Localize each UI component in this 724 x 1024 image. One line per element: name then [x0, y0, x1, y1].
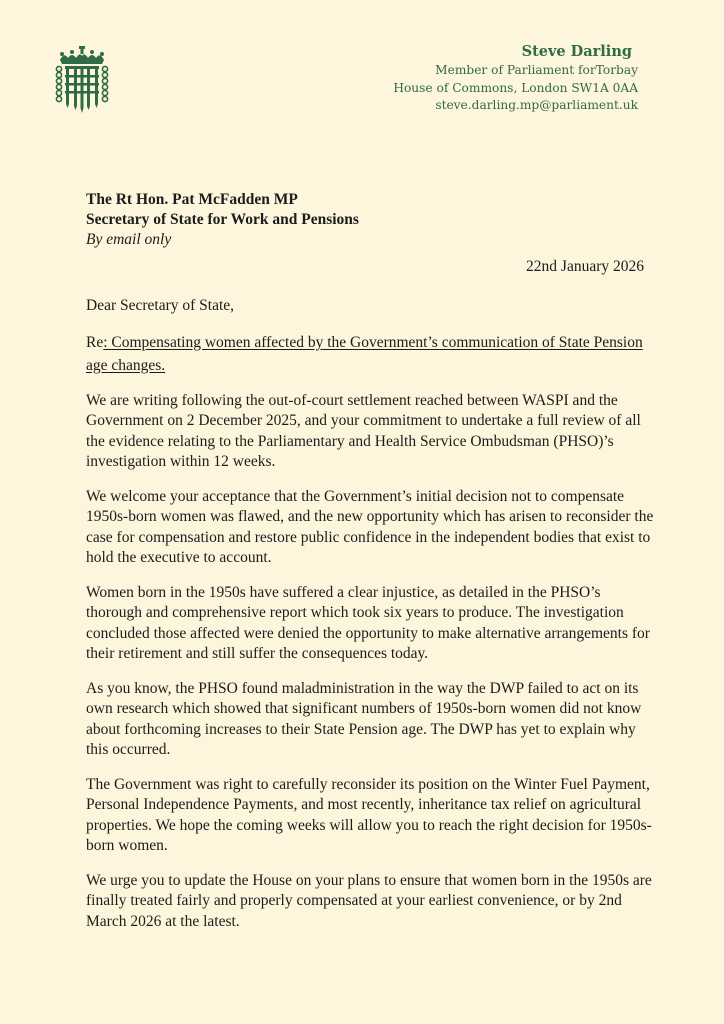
- paragraph: Women born in the 1950s have suffered a clear injustice, as detailed in the PHSO’s thorough and comprehensive report which took six years to produce. The investigation concluded those affected were denied the opportunity to make alternative arrangements for their retirement and still suffer the consequences today.: [86, 583, 650, 662]
- sender-name: Steve Darling: [521, 43, 632, 60]
- sender-details: [393, 42, 638, 115]
- recipient-block: [86, 190, 359, 250]
- paragraph: The Government was right to carefully reconsider its position on the Winter Fuel Payment, Personal Independence Payments, and most recently, inheritance tax relief on agricultural properties. We hope the coming weeks will allow you to reach the right decision for 1950s-born women.: [86, 775, 652, 854]
- subject-text: : Compensating women affected by the Government’s communication of State Pension age changes.: [86, 333, 643, 374]
- sender-address: House of Commons, London SW1A 0AA: [393, 80, 638, 95]
- paragraph: We are writing following the out-of-court settlement reached between WASPI and the Government on 2 December 2025, and your commitment to undertake a full review of all the evidence relating to the Parliamentary and Health Service Ombudsman (PHSO)’s investigation within 12 weeks.: [86, 391, 641, 470]
- sender-role: Member of Parliament forTorbay: [435, 63, 638, 77]
- paragraph: As you know, the PHSO found maladministration in the way the DWP failed to act on its own research which showed that significant numbers of 1950s-born women did not know about forthcoming increases to their State Pension age. The DWP has yet to explain why this occurred.: [86, 679, 642, 758]
- salutation: Dear Secretary of State,: [86, 297, 235, 314]
- subject-prefix: Re: [86, 333, 104, 351]
- letter-date: 22nd January 2026: [526, 258, 644, 275]
- paragraph: We welcome your acceptance that the Government’s initial decision not to compensate 1950s-born women was flawed, and the new opportunity which has arisen to reconsider the case for compensation and restore public confidence in the independent bodies that exist to hold the executive to account.: [86, 487, 654, 566]
- paragraph: We urge you to update the House on your plans to ensure that women born in the 1950s are finally treated fairly and properly compensated at your earliest convenience, or by 2nd March 2026 at the latest.: [86, 871, 652, 930]
- recipient-name: The Rt Hon. Pat McFadden MP: [86, 191, 298, 208]
- sender-email[interactable]: steve.darling.mp@parliament.uk: [435, 98, 638, 112]
- parliament-portcullis-icon: [54, 46, 110, 114]
- subject-line: [86, 331, 654, 377]
- recipient-title: Secretary of State for Work and Pensions: [86, 211, 359, 228]
- letter-body: [86, 296, 654, 946]
- delivery-note: By email only: [86, 231, 172, 248]
